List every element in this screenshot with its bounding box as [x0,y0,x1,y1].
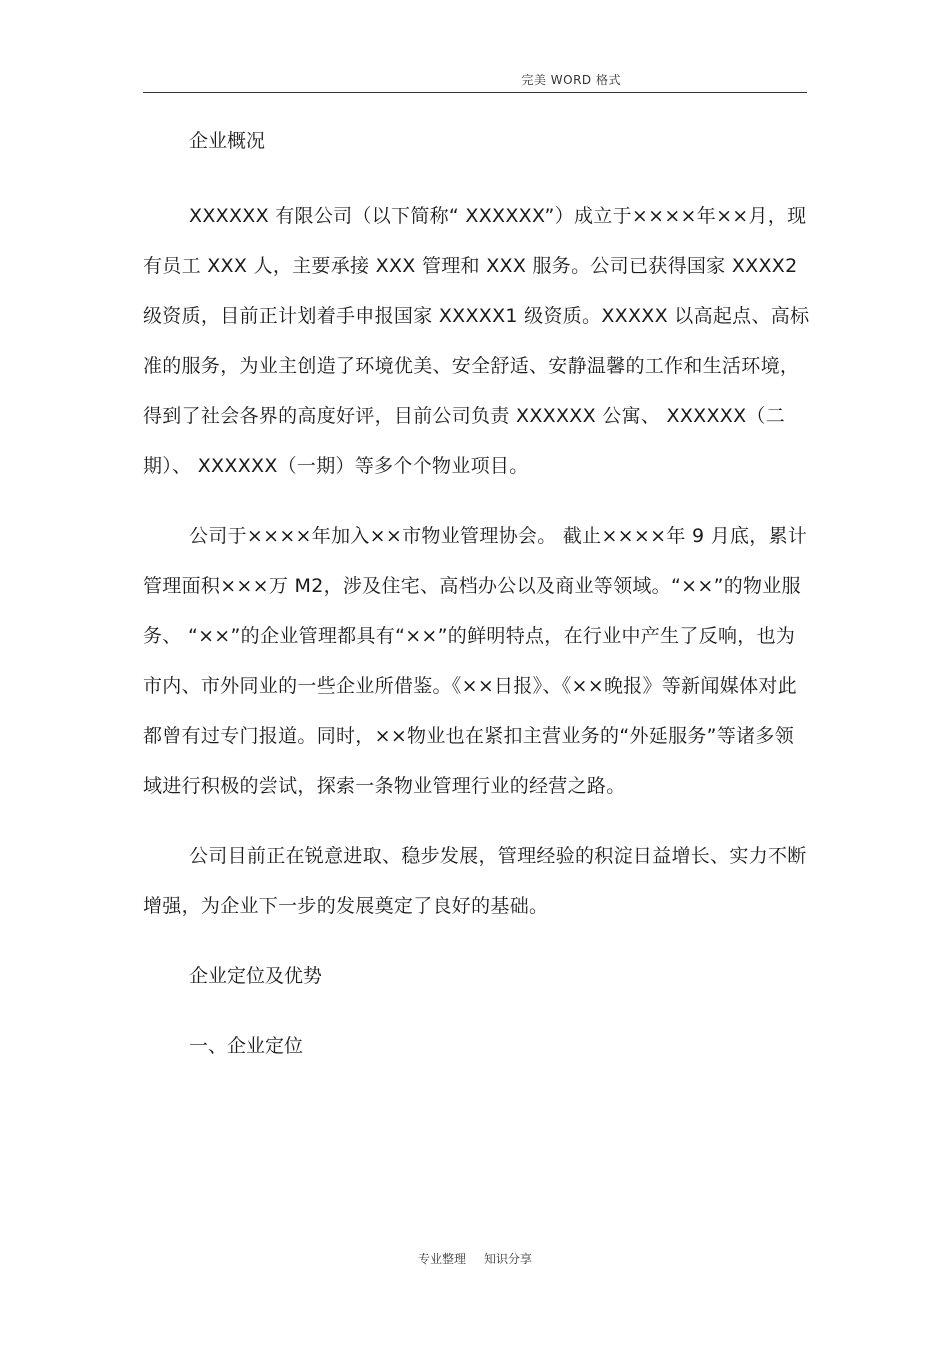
section-title-overview: 企业概况 [189,130,266,152]
footer-right-text: 知识分享 [484,1252,533,1266]
paragraph-company-outlook: 公司目前正在锐意进取、稳步发展，管理经验的积淀日益增长、实力不断增强，为企业下一步的发展奠定了良好的基础。 [143,845,807,917]
header-text: 完美 WORD 格式 [521,73,621,87]
subsection-title-positioning: 一、企业定位 [189,1035,304,1057]
page-footer [0,1250,950,1267]
paragraph-company-history: 公司于××××年加入××市物业管理协会。 截止××××年 9 月底，累计管理面积×××万 M2，涉及住宅、高档办公以及商业等领域。“××”的物业服务、 “××”的企业管理都具有“××”的鲜明特点，在行业中产生了反响，也为市内、市外同业的一些企业所借鉴。《××日报》、《××晚报》等新闻媒体对此都曾有过专门报道。同时，××物业也在紧扣主营业务的“外延服务”等诸多领域进行积极的尝试，探索一条物业管理行业的经营之路。 [143,525,808,797]
footer-left-text: 专业整理 [417,1252,466,1266]
page-header [143,68,807,93]
paragraph-company-intro: XXXXXX 有限公司（以下简称“ XXXXXX”）成立于××××年××月，现有员工 XXX 人，主要承接 XXX 管理和 XXX 服务。公司已获得国家 XXXX2 级资质，目前正计划着手申报国家 XXXXX1 级资质。XXXXX 以高起点、高标准的服务，为业主创造了环境优美、安全舒适、安静温馨的工作和生活环境，得到了社会各界的高度好评，目前公司负责 XXXXXX 公寓、 XXXXXX（二期）、 XXXXXX（一期）等多个个物业项目。 [143,205,810,477]
document-body [143,118,813,1061]
section-title-positioning: 企业定位及优势 [189,965,323,987]
